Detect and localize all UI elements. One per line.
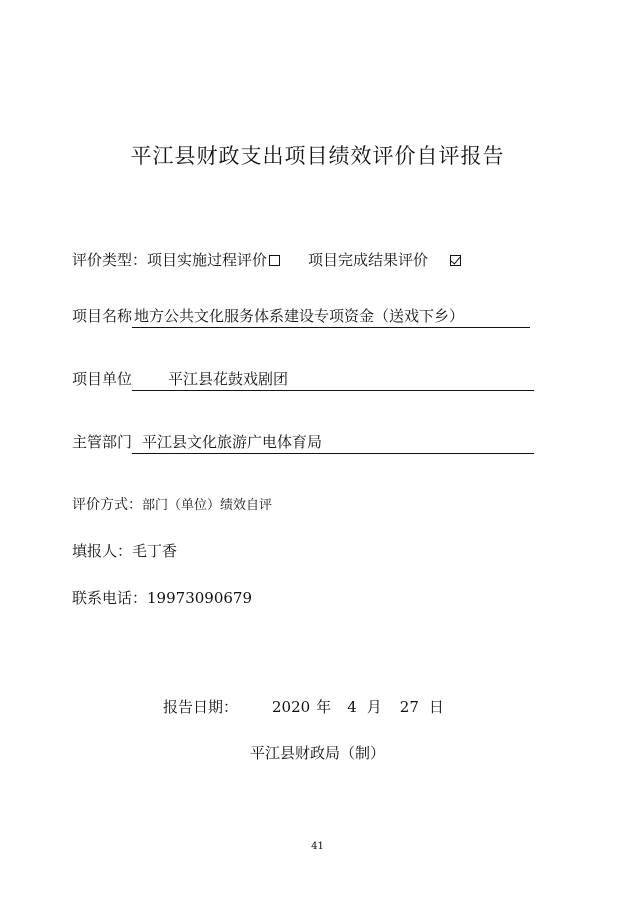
checkbox-implementation — [269, 255, 280, 266]
report-date-row — [163, 696, 444, 717]
filler-value: 毛丁香 — [132, 542, 178, 560]
eval-type-label: 评价类型： — [72, 251, 148, 269]
eval-option-implementation: 项目实施过程评价 — [147, 251, 268, 269]
issuer: 平江县财政局（制） — [249, 744, 385, 762]
phone-value: 19973090679 — [147, 589, 252, 607]
project-unit-value: 平江县花鼓戏剧团 — [132, 368, 534, 391]
supervising-dept-value: 平江县文化旅游广电体育局 — [132, 431, 534, 454]
project-unit-row — [72, 368, 534, 391]
page-number: 41 — [311, 841, 324, 852]
report-date-label: 报告日期： — [163, 698, 239, 716]
filler-label: 填报人： — [72, 542, 133, 560]
phone-label: 联系电话： — [72, 589, 148, 607]
project-name-row — [72, 305, 530, 328]
document-title: 平江县财政支出项目绩效评价自评报告 — [130, 144, 505, 168]
eval-option-completion: 项目完成结果评价 — [308, 251, 429, 269]
phone-row — [72, 587, 252, 608]
eval-method-value: 部门（单位）绩效自评 — [142, 498, 273, 513]
report-year-unit: 年 — [316, 698, 332, 716]
project-unit-label: 项目单位 — [72, 370, 133, 388]
project-name-label: 项目名称 — [72, 307, 133, 325]
supervising-dept-row — [72, 431, 534, 454]
report-day: 27 — [399, 698, 419, 716]
eval-method-row — [72, 494, 272, 514]
report-month: 4 — [347, 698, 357, 716]
report-year: 2020 — [272, 698, 311, 716]
eval-method-label: 评价方式： — [72, 497, 142, 513]
report-month-unit: 月 — [366, 698, 382, 716]
report-day-unit: 日 — [428, 698, 444, 716]
filler-row — [72, 540, 177, 561]
checkbox-completion-checked — [450, 255, 461, 266]
project-name-value: 地方公共文化服务体系建设专项资金（送戏下乡） — [132, 305, 530, 328]
eval-type-row — [72, 249, 461, 270]
supervising-dept-label: 主管部门 — [72, 433, 133, 451]
